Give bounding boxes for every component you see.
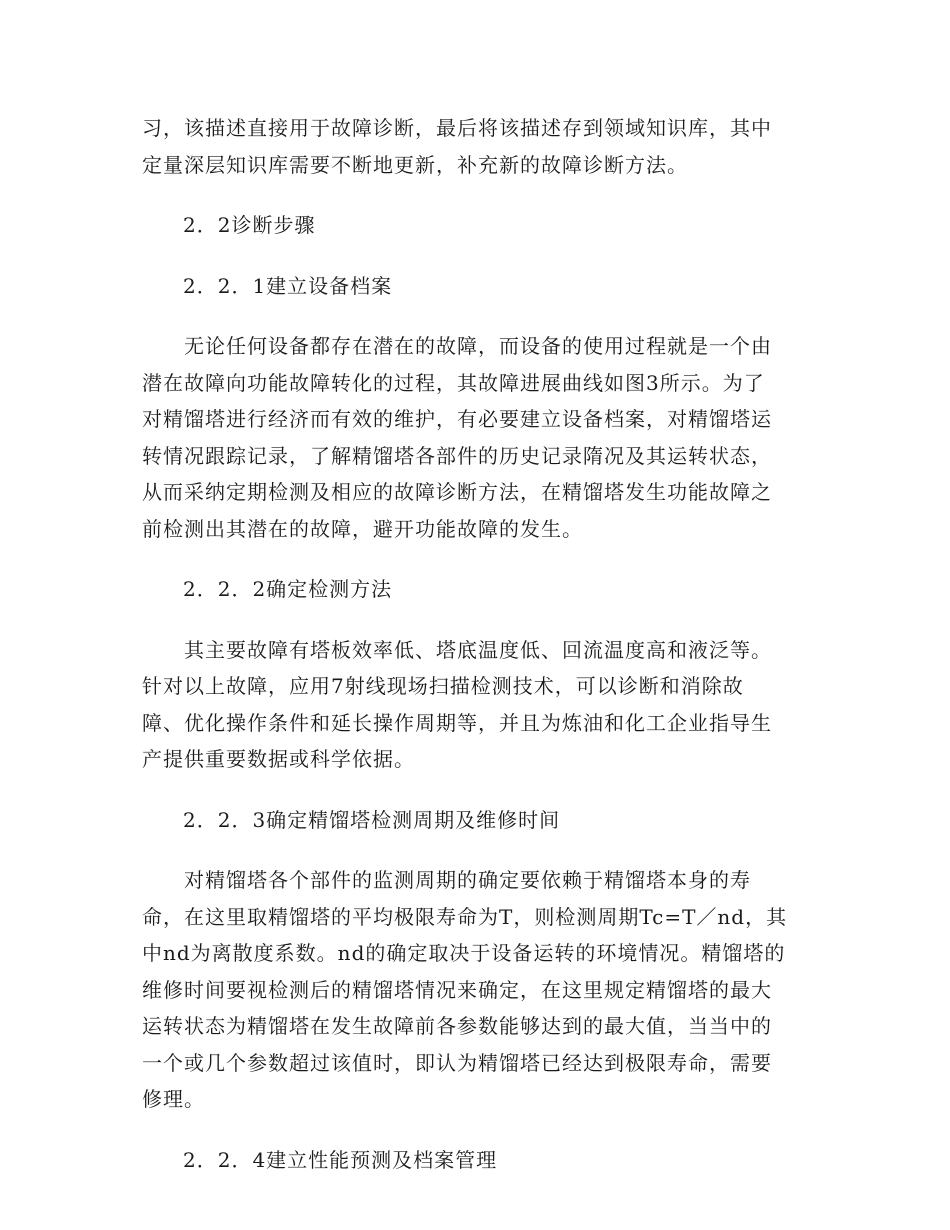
text-line: 一个或几个参数超过该值时，即认为精馏塔已经达到极限寿命，需要 [142, 1050, 772, 1075]
text-line: 对精馏塔各个部件的监测周期的确定要依赖于精馏塔本身的寿 [142, 868, 751, 892]
text-line: 无论任何设备都存在潜在的故障，而设备的使用过程就是一个由 [142, 334, 772, 358]
section-heading-equipment-archive: 2．2．1建立设备档案 [183, 273, 393, 298]
section-heading-diagnosis-steps: 2．2诊断步骤 [183, 213, 316, 237]
paragraph-inspection-cycle [142, 862, 808, 1118]
text-line: 产提供重要数据或科学依据。 [142, 747, 415, 771]
text-line: 维修时间要视检测后的精馏塔情况来确定，在这里规定精馏塔的最大 [142, 977, 772, 1002]
text-line: 定量深层知识库需要不断地更新，补充新的故障诊断方法。 [142, 152, 688, 177]
text-line: 转情况跟踪记录，了解精馏塔各部件的历史记录隋况及其运转状态， [142, 443, 772, 468]
text-line: 对精馏塔进行经济而有效的维护，有必要建立设备档案，对精馏塔运 [142, 407, 772, 431]
section-heading-inspection-cycle: 2．2．3确定精馏塔检测周期及维修时间 [183, 807, 561, 832]
text-line: 前检测出其潜在的故障，避开功能故障的发生。 [142, 516, 583, 541]
section-heading-detection-method: 2．2．2确定检测方法 [183, 577, 393, 601]
paragraph-detection-method [142, 632, 808, 778]
paragraph-equipment-archive [142, 328, 808, 547]
text-line: 障、优化操作条件和延长操作周期等，并且为炼油和化工企业指导生 [142, 710, 772, 735]
text-line: 针对以上故障，应用7射线现场扫描检测技术，可以诊断和消除故 [142, 674, 744, 698]
text-line: 修理。 [142, 1087, 205, 1111]
document-page [142, 110, 808, 1178]
text-line: 从而采纳定期检测及相应的故障诊断方法，在精馏塔发生功能故障之 [142, 480, 772, 504]
paragraph-knowledge-base [142, 110, 808, 183]
text-line: 习，该描述直接用于故障诊断，最后将该描述存到领域知识库，其中 [142, 116, 772, 140]
text-line: 中nd为离散度系数。nd的确定取决于设备运转的环境情况。精馏塔的 [142, 941, 786, 965]
section-heading-performance-prediction: 2．2．4建立性能预测及档案管理 [183, 1147, 498, 1172]
text-line: 潜在故障向功能故障转化的过程，其故障进展曲线如图3所示。为了 [142, 370, 765, 395]
text-line: 其主要故障有塔板效率低、塔底温度低、回流温度高和液泛等。 [142, 637, 772, 662]
text-line: 运转状态为精馏塔在发生故障前各参数能够达到的最大值，当当中的 [142, 1014, 772, 1038]
text-line: 命，在这里取精馏塔的平均极限寿命为T，则检测周期Tc=T／nd，其 [142, 904, 788, 929]
